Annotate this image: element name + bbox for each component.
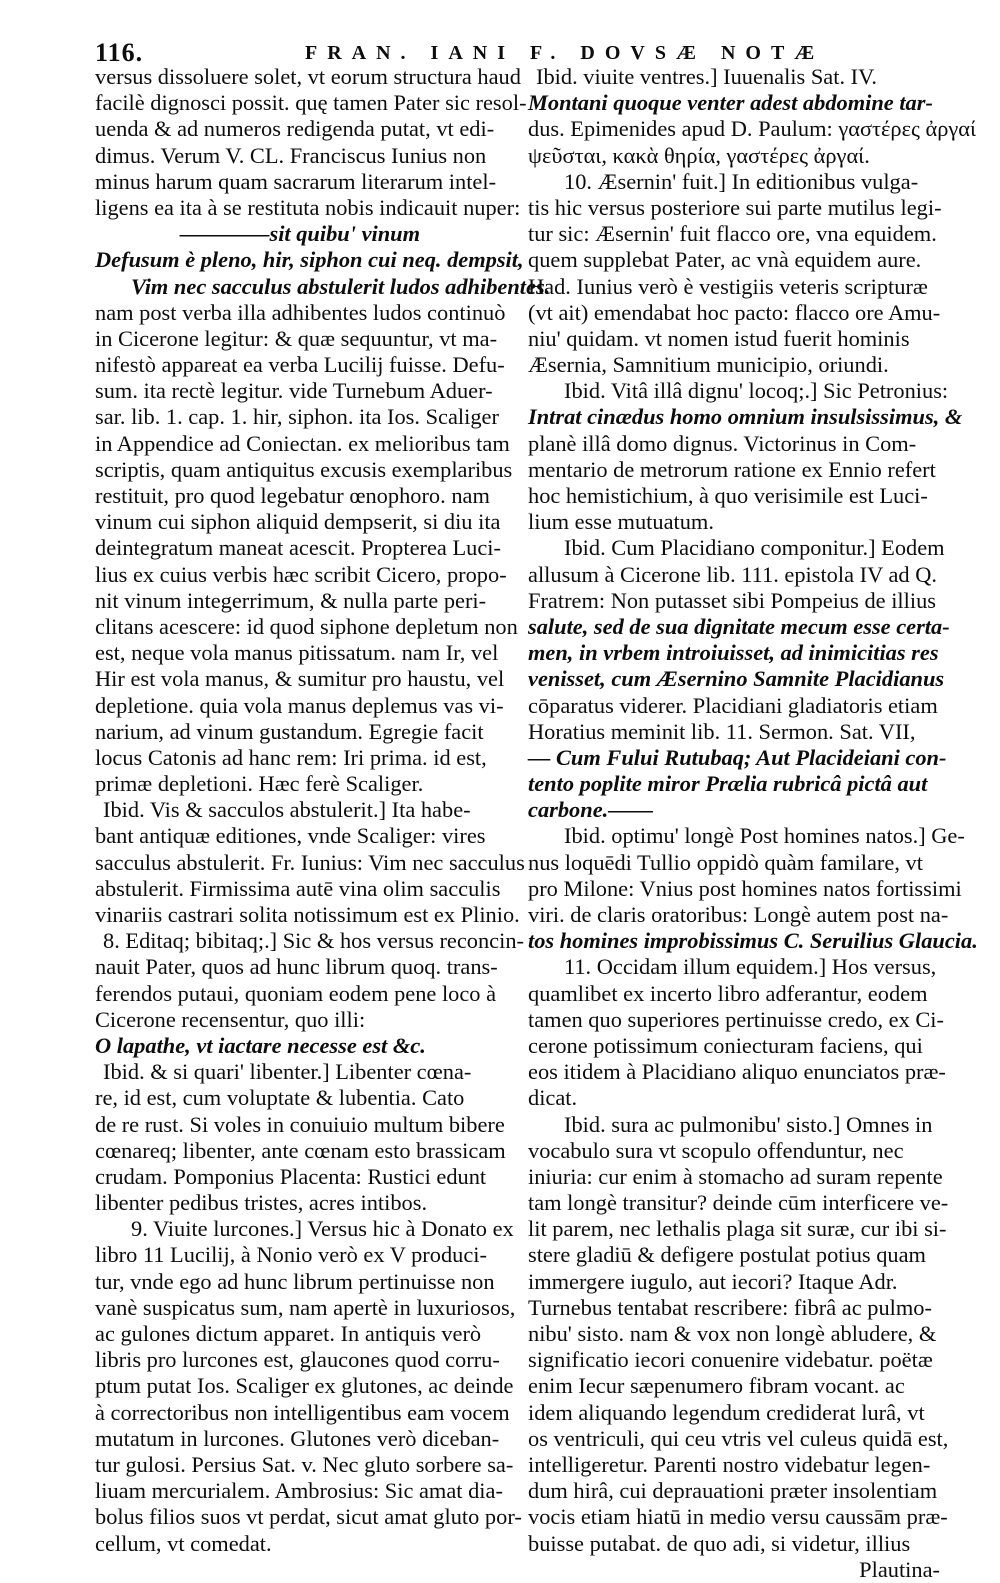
- text-line: minus harum quam sacrarum literarum intel-: [95, 168, 497, 194]
- text-line: libris pro lurcones est, glaucones quod corru-: [95, 1347, 500, 1373]
- text-line: scriptis, quam antiquitus excusis exemplaribus: [95, 456, 513, 482]
- text-line: Cicerone recensentur, quo illi:: [95, 1006, 366, 1032]
- text-line: men, in vrbem introiuisset, ad inimicitias res: [528, 640, 939, 666]
- text-line: Ibid. sura ac pulmonibu' sisto.] Omnes in: [564, 1111, 933, 1137]
- text-line: Fratrem: Non putasset sibi Pompeius de illius: [528, 587, 936, 613]
- left-column: [95, 64, 551, 1557]
- text-line: nauit Pater, quos ad hunc librum quoq. trans-: [95, 954, 498, 980]
- text-line: venisset, cum Æsernino Samnite Placidianus: [528, 666, 945, 692]
- text-line: sum. ita rectè legitur. vide Turnebum Aduer-: [95, 378, 493, 404]
- text-line: niu' quidam. vt nomen istud fuerit hominis: [528, 325, 910, 351]
- text-line: Turnebus tentabat rescribere: fibrâ ac pulmo-: [528, 1294, 932, 1320]
- text-line: vocis etiam hiatū in medio versu caussām præ-: [528, 1504, 948, 1530]
- text-line: quem supplebat Pater, ac vnà equidem aure.: [528, 247, 922, 273]
- text-line: à correctoribus non intelligentibus eam vocem: [95, 1399, 510, 1425]
- text-line: carbone.——: [528, 797, 654, 823]
- text-line: nam post verba illa adhibentes ludos continuò: [95, 299, 506, 325]
- text-line: Vim nec sacculus abstulerit ludos adhibentes.: [131, 273, 551, 299]
- text-line: iniuria: cur enim à stomacho ad suram repente: [528, 1163, 943, 1189]
- text-line: Ibid. & si quari' libenter.] Libenter cœna-: [103, 1059, 472, 1085]
- text-line: planè illâ domo dignus. Victorinus in Com-: [528, 430, 917, 456]
- text-line: facilè dignosci possit. quę tamen Pater sic resol-: [95, 90, 527, 116]
- text-line: Ibid. viuite ventres.] Iuuenalis Sat. IV.: [536, 64, 877, 89]
- text-line: libenter pedibus tristes, acres intibos.: [95, 1190, 428, 1216]
- text-line: deintegratum maneat acescit. Propterea Luci-: [95, 535, 501, 561]
- text-line: sacculus abstulerit. Fr. Iunius: Vim nec sacculus: [95, 849, 525, 875]
- text-line: liuam mercurialem. Ambrosius: Sic amat dia-: [95, 1478, 503, 1504]
- text-line: eos itidem à Placidiano aliquo enunciatos præ-: [528, 1059, 946, 1085]
- text-line: tento poplite miror Prælia rubricâ pictâ aut: [528, 771, 928, 797]
- text-line: cœnareq; libenter, ante cœnam esto brassicam: [95, 1137, 506, 1163]
- text-line: Hir est vola manus, & sumitur pro haustu, vel: [95, 666, 505, 692]
- text-line: primæ depletioni. Hæc ferè Scaliger.: [95, 771, 424, 797]
- text-line: O lapathe, vt iactare necesse est &c.: [95, 1032, 426, 1058]
- text-line: lit parem, nec lethalis plaga sit suræ, cur ibi si-: [528, 1216, 947, 1242]
- text-line: os ventriculi, qui ceu vtris vel culeus quidā est,: [528, 1425, 949, 1451]
- text-line: ψεῦσται, κακὰ θηρία, γαστέρες ἀργαί.: [528, 142, 870, 168]
- text-line: narium, ad vinum gustandum. Egregie facit: [95, 718, 484, 744]
- text-line: mentario de metrorum ratione ex Ennio refert: [528, 456, 936, 482]
- text-line: uenda & ad numeros redigenda putat, vt edi-: [95, 116, 495, 142]
- page-header: [95, 38, 940, 66]
- text-line: in Cicerone legitur: & quæ sequuntur, vt ma-: [95, 325, 498, 351]
- text-line: in Appendice ad Coniectan. ex melioribus tam: [95, 430, 510, 456]
- text-line: idem aliquando legendum crediderat lurâ, vt: [528, 1399, 925, 1425]
- text-line: nit vinum integerrimum, & nulla parte peri-: [95, 587, 487, 613]
- text-line: Ibid. optimu' longè Post homines natos.] Ge-: [564, 823, 965, 849]
- text-line: de re rust. Si voles in conuiuio multum bibere: [95, 1111, 505, 1137]
- text-line: clitans acescere: id quod siphone depletum non: [95, 613, 518, 639]
- text-line: — Cum Fului Rutubaq; Aut Placideiani con-: [528, 744, 947, 770]
- text-line: stere gladiū & defigere postulat potius quam: [528, 1242, 926, 1268]
- text-line: significatio iecori conuenire videbatur. poëtæ: [528, 1347, 933, 1373]
- text-line: vocabulo sura vt scopulo offenduntur, nec: [528, 1137, 904, 1163]
- text-line: dicat.: [528, 1085, 578, 1111]
- text-line: cellum, vt comedat.: [95, 1530, 272, 1556]
- text-line: Montani quoque venter adest abdomine tar-: [528, 90, 933, 116]
- running-head: FRAN. IANI F. DOVSÆ NOTÆ: [305, 42, 825, 64]
- text-line: dus. Epimenides apud D. Paulum: γαστέρες ἀργαί: [528, 116, 977, 142]
- text-line: enim Iecur sæpenumero fibram vocant. ac: [528, 1373, 905, 1399]
- text-line: tur sic: Æsernin' fuit flacco ore, vna equidem.: [528, 221, 937, 247]
- text-line: Ibid. Vitâ illâ dignu' locoq;.] Sic Petronius:: [564, 378, 949, 404]
- text-line: vinum cui siphon aliquid dempserit, si diu ita: [95, 509, 501, 535]
- text-line: quamlibet ex incerto libro adferantur, eodem: [528, 980, 928, 1006]
- text-line: ferendos putaui, quoniam eodem pene loco à: [95, 980, 497, 1006]
- text-line: dimus. Verum V. CL. Franciscus Iunius non: [95, 142, 487, 168]
- text-line: Æsernia, Samnitium municipio, oriundi.: [528, 352, 889, 378]
- text-line: Intrat cinædus homo omnium insulsissimus, &: [528, 404, 963, 430]
- text-line: crudam. Pomponius Placenta: Rustici edunt: [95, 1163, 487, 1189]
- text-line: 8. Editaq; bibitaq;.] Sic & hos versus reconcin-: [103, 928, 524, 954]
- text-line: (vt ait) emendabat hoc pacto: flacco ore Amu-: [528, 299, 941, 325]
- text-line: nibu' sisto. nam & vox non longè abludere, &: [528, 1321, 937, 1346]
- text-line: tur, vnde ego ad hunc librum pertinuisse non: [95, 1268, 495, 1294]
- text-line: cōparatus viderer. Placidiani gladiatoris etiam: [528, 692, 938, 718]
- right-column: [528, 64, 978, 1583]
- text-line: Had. Iunius verò è vestigiis veteris scripturæ: [528, 273, 928, 299]
- text-line: intelligeretur. Parenti nostro videbatur legen-: [528, 1451, 931, 1477]
- text-line: Ibid. Cum Placidiano componitur.] Eodem: [564, 535, 945, 561]
- text-line: bant antiquæ editiones, vnde Scaliger: vires: [95, 823, 486, 849]
- text-line: mutatum in lurcones. Glutones verò diceban-: [95, 1425, 500, 1451]
- text-line: tis hic versus posteriore sui parte mutilus legi-: [528, 194, 942, 220]
- text-line: depletione. quia vola manus deplemus vas vi-: [95, 692, 504, 718]
- text-line: hoc hemistichium, à quo verisimile est Luci-: [528, 483, 928, 508]
- text-line: pro Milone: Vnius post homines natos fortissimi: [528, 875, 962, 901]
- text-line: 10. Æsernin' fuit.] In editionibus vulga-: [564, 168, 919, 194]
- text-line: tam longè transitur? deinde cūm interficere ve-: [528, 1190, 949, 1216]
- text-line: lius ex cuius verbis hæc scribit Cicero, propo-: [95, 561, 507, 587]
- text-line: viri. de claris oratoribus: Longè autem post na-: [528, 902, 949, 927]
- text-line: allusum à Cicerone lib. 111. epistola IV ad Q.: [528, 561, 937, 587]
- text-line: ————sit quibu' vinum: [179, 221, 421, 247]
- text-line: ptum putat Ios. Scaliger ex glutones, ac deinde: [95, 1373, 514, 1399]
- text-line: bolus filios suos vt perdat, sicut amat gluto por-: [95, 1504, 522, 1530]
- text-line: vinariis castrari solita notissimum est ex Plinio.: [95, 902, 520, 927]
- text-line: lium esse mutuatum.: [528, 509, 714, 535]
- text-line: 11. Occidam illum equidem.] Hos versus,: [564, 954, 937, 980]
- text-line: versus dissoluere solet, vt eorum structura haud: [95, 64, 521, 89]
- text-line: tos homines improbissimus C. Seruilius Glaucia.: [528, 928, 978, 954]
- text-line: sar. lib. 1. cap. 1. hir, siphon. ita Ios. Scaliger: [95, 404, 499, 430]
- text-line: libro 11 Lucilij, à Nonio verò ex V produci-: [95, 1242, 487, 1268]
- text-line: tamen quo superiores pertinuisse credo, ex Ci-: [528, 1006, 944, 1032]
- text-line: buisse putabat. de quo adi, si videtur, illius: [528, 1530, 911, 1556]
- text-line: locus Catonis ad hanc rem: Iri prima. id est,: [95, 744, 487, 770]
- text-line: ac gulones dictum apparet. In antiquis verò: [95, 1321, 482, 1346]
- text-line: vanè suspicatus sum, nam apertè in luxuriosos,: [95, 1294, 516, 1320]
- text-line: 9. Viuite lurcones.] Versus hic à Donato ex: [131, 1216, 514, 1242]
- text-line: Horatius meminit lib. 11. Sermon. Sat. VII,: [528, 718, 916, 744]
- text-line: Ibid. Vis & sacculos abstulerit.] Ita habe-: [103, 797, 471, 823]
- text-line: nifestò appareat ea verba Lucilij fuisse. Defu-: [95, 352, 505, 378]
- text-line: Defusum è pleno, hir, siphon cui neq. dempsit,: [95, 247, 524, 273]
- text-line: nus loquēdi Tullio oppidò quàm familare, vt: [528, 849, 923, 875]
- text-line: re, id est, cum voluptate & lubentia. Cato: [95, 1085, 465, 1111]
- page-number: 116.: [95, 38, 144, 67]
- text-line: salute, sed de sua dignitate mecum esse certa-: [528, 613, 950, 639]
- text-line: tur gulosi. Persius Sat. v. Nec gluto sorbere sa-: [95, 1451, 514, 1477]
- text-line: immergere iugulo, aut iecori? Itaque Adr.: [528, 1268, 898, 1294]
- text-line: dum hirâ, cui deprauationi præter insolentiam: [528, 1478, 938, 1504]
- text-line: Plautina-: [859, 1556, 940, 1582]
- text-line: abstulerit. Firmissima autē vina olim sacculis: [95, 875, 501, 901]
- text-line: restituit, pro quod legebatur œnophoro. nam: [95, 483, 490, 508]
- text-line: cerone potissimum coniecturam faciens, qui: [528, 1032, 923, 1058]
- text-line: ligens ea ita à se restituta nobis indicauit nuper:: [95, 194, 521, 220]
- text-line: est, neque vola manus pitissatum. nam Ir, vel: [95, 640, 499, 666]
